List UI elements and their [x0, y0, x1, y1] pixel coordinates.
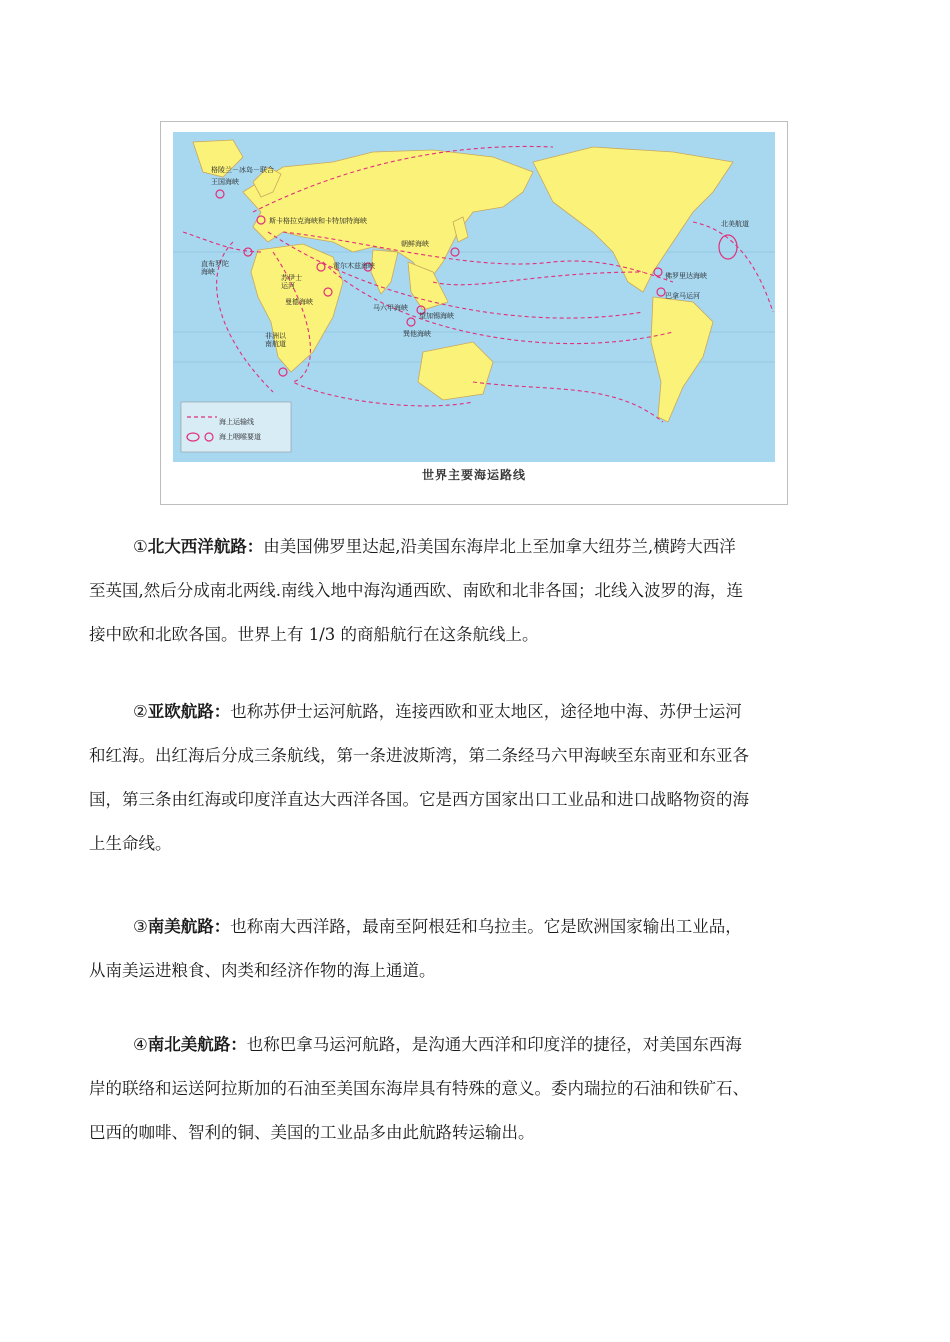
para-title: 北大西洋航路： — [147, 537, 264, 556]
para-title: 南美航路： — [147, 917, 231, 936]
label-panama: 巴拿马运河 — [665, 292, 700, 300]
label-mandeb: 曼德海峡 — [285, 298, 313, 306]
map-caption: 世界主要海运路线 — [421, 468, 526, 482]
label-lombok: 望加锡海峡 — [419, 312, 454, 320]
para-title: 亚欧航路： — [147, 702, 231, 721]
para-text: 接中欧和北欧各国。世界上有 1/3 的商船航行在这条航线上。 — [89, 625, 539, 644]
para-text: 岸的联络和运送阿拉斯加的石油至美国东海岸具有特殊的意义。委内瑞拉的石油和铁矿石、 — [89, 1079, 749, 1098]
label-kingdom-strait: 王国海峡 — [211, 178, 239, 186]
para-text: 也称苏伊士运河航路，连接西欧和亚太地区，途径地中海、苏伊士运河 — [230, 702, 742, 721]
para-text: 巴西的咖啡、智利的铜、美国的工业品多由此航路转运输出。 — [89, 1123, 535, 1142]
label-florida: 佛罗里达海峡 — [665, 272, 707, 280]
para-number: ① — [133, 537, 148, 556]
para-number: ④ — [133, 1035, 148, 1054]
world-shipping-map — [160, 121, 788, 505]
label-korea: 朝鲜海峡 — [401, 240, 429, 248]
legend-route-label: 海上运输线 — [219, 418, 254, 426]
map-illustration — [173, 132, 775, 496]
paragraph-north-south-america — [89, 1023, 861, 1155]
paragraph-north-atlantic — [89, 525, 861, 657]
legend-box — [181, 402, 291, 452]
para-text: 至英国,然后分成南北两线.南线入地中海沟通西欧、南欧和北非各国；北线入波罗的海，连 — [89, 581, 743, 600]
label-hormuz: 霍尔木兹海峡 — [333, 262, 375, 270]
para-text: 也称巴拿马运河航路，是沟通大西洋和印度洋的捷径，对美国东西海 — [246, 1035, 742, 1054]
legend-strait-label: 海上咽喉要道 — [219, 433, 261, 441]
para-title: 南北美航路： — [147, 1035, 247, 1054]
para-text: 由美国佛罗里达起,沿美国东海岸北上至加拿大纽芬兰,横跨大西洋 — [263, 537, 736, 556]
para-text: 从南美运进粮食、肉类和经济作物的海上通道。 — [89, 961, 436, 980]
para-text: 上生命线。 — [89, 834, 172, 853]
label-cape: 非洲以南航道 — [265, 332, 286, 348]
label-north-atlantic-lane: 北美航道 — [721, 220, 749, 228]
label-suez: 苏伊士运河 — [281, 274, 302, 290]
map-canvas — [173, 132, 775, 496]
label-malacca: 马六甲海峡 — [373, 304, 408, 312]
paragraph-asia-europe — [89, 690, 861, 866]
label-skagerrak: 斯卡格拉克海峡和卡特加特海峡 — [269, 217, 367, 225]
para-number: ③ — [133, 917, 148, 936]
para-number: ② — [133, 702, 148, 721]
label-sunda: 巽他海峡 — [403, 330, 431, 338]
label-greenland: 格陵兰－冰岛－联合 — [211, 166, 274, 174]
para-text: 和红海。出红海后分成三条航线，第一条进波斯湾，第二条经马六甲海峡至东南亚和东亚各 — [89, 746, 749, 765]
label-gibraltar: 直布罗陀海峡 — [201, 260, 229, 276]
para-text: 国，第三条由红海或印度洋直达大西洋各国。它是西方国家出口工业品和进口战略物资的海 — [89, 790, 749, 809]
paragraph-south-america — [89, 905, 861, 993]
para-text: 也称南大西洋路，最南至阿根廷和乌拉圭。它是欧洲国家输出工业品， — [230, 917, 742, 936]
